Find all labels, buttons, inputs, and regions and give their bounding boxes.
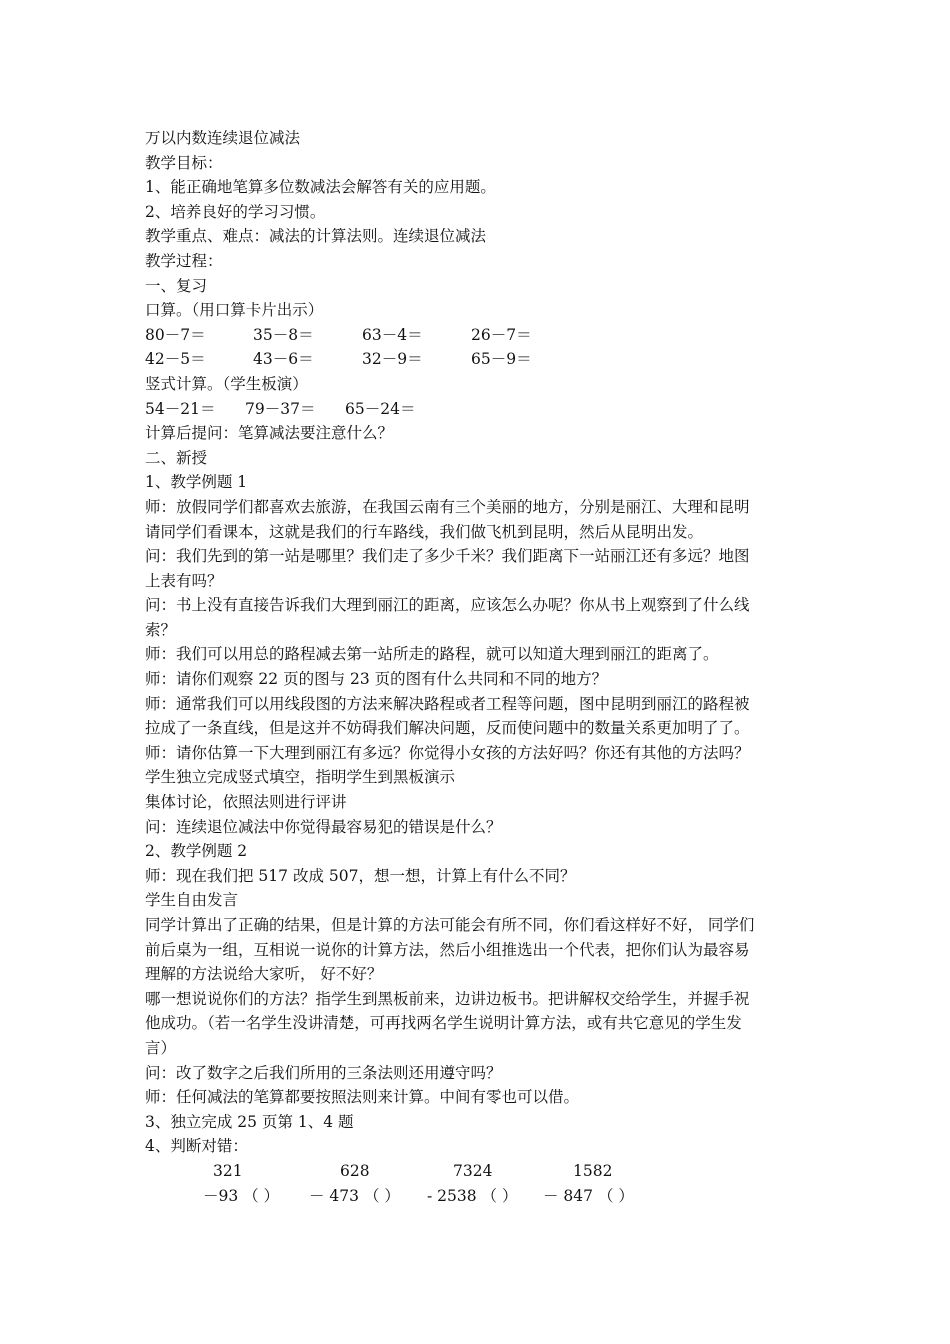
paragraph: 竖式计算。（学生板演） [145,374,308,393]
oral-calc-item: 65－9＝ [471,350,532,369]
paragraph: 学生自由发言 [145,891,239,910]
paragraph: 师：通常我们可以用线段图的方法来解决路程或者工程等问题，图中昆明到丽江的路程被 [145,694,750,713]
paragraph: 师：我们可以用总的路程减去第一站所走的路程，就可以知道大理到丽江的距离了。 [145,645,719,664]
oral-calc-row-2 [145,347,815,372]
paragraph: 请同学们看课本，这就是我们的行车路线，我们做飞机到昆明，然后从昆明出发。 [145,522,704,541]
paragraph: 学生独立完成竖式填空，指明学生到黑板演示 [145,768,456,787]
judge-minuend: 321 [213,1161,243,1180]
section-heading: 二、新授 [145,448,208,467]
paragraph: 问：连续退位减法中你觉得最容易犯的错误是什么？ [145,817,502,836]
paragraph: 2、培养良好的学习习惯。 [145,202,326,221]
paragraph: 师：请你估算一下大理到丽江有多远？你觉得小女孩的方法好吗？你还有其他的方法吗？ [145,743,750,762]
oral-calc-item: 63－4＝ [362,325,423,344]
paragraph: 教学重点、难点：减法的计算法则。连续退位减法 [145,227,487,246]
section-heading: 教学过程： [145,251,223,270]
oral-calc-item: 32－9＝ [362,350,423,369]
written-calc-row [145,397,815,422]
paragraph: 理解的方法说给大家听， 好不好？ [145,965,383,984]
paragraph: 口算。（用口算卡片出示） [145,301,324,320]
paragraph: 1、能正确地笔算多位数减法会解答有关的应用题。 [145,178,496,197]
paragraph: 4、判断对错： [145,1137,248,1156]
paragraph: 言） [145,1038,177,1057]
judge-minuend: 7324 [453,1161,493,1180]
paragraph: 上表有吗？ [145,571,223,590]
paragraph: 问：书上没有直接告诉我们大理到丽江的距离，应该怎么办呢？你从书上观察到了什么线 [145,596,750,615]
paragraph: 前后桌为一组，互相说一说你的计算方法，然后小组推选出一个代表，把你们认为最容易 [145,940,750,959]
paragraph: 1、教学例题 1 [145,473,248,492]
paragraph: 2、教学例题 2 [145,842,248,861]
judge-subtrahend: －93 （ ） [203,1186,280,1205]
written-calc-item: 54－21＝ [145,399,216,418]
document-body [145,126,815,1208]
paragraph: 3、独立完成 25 页第 1、4 题 [145,1112,354,1131]
paragraph: 同学计算出了正确的结果，但是计算的方法可能会有所不同，你们看这样好不好， 同学们 [145,916,755,934]
oral-calc-item: 26－7＝ [471,325,532,344]
oral-calc-row-1 [145,323,815,348]
oral-calc-item: 42－5＝ [145,350,206,369]
paragraph: 师：现在我们把 517 改成 507，想一想，计算上有什么不同？ [145,866,576,885]
paragraph: 他成功。（若一名学生没讲清楚，可再找两名学生说明计算方法，或有共它意见的学生发 [145,1014,742,1033]
written-calc-item: 65－24＝ [345,399,416,418]
oral-calc-item: 80－7＝ [145,325,206,344]
paragraph: 问：改了数字之后我们所用的三条法则还用遵守吗？ [145,1063,502,1082]
paragraph: 问：我们先到的第一站是哪里？我们走了多少千米？我们距离下一站丽江还有多远？地图 [145,547,750,566]
written-calc-item: 79－37＝ [245,399,316,418]
judge-minuend: 628 [340,1161,370,1180]
paragraph: 师：放假同学们都喜欢去旅游，在我国云南有三个美丽的地方，分别是丽江、大理和昆明 [145,497,750,516]
judge-minuend: 1582 [573,1161,613,1180]
paragraph: 哪一想说说你们的方法？指学生到黑板前来，边讲边板书。把讲解权交给学生，并握手祝 [145,989,750,1008]
oral-calc-item: 43－6＝ [253,350,314,369]
judge-subtrahend: - 2538 （ ） [427,1186,518,1205]
judge-subtrahend: － 473 （ ） [309,1186,400,1205]
paragraph: 计算后提问：笔算减法要注意什么？ [145,424,394,443]
judge-numbers-top [145,1159,815,1184]
section-heading: 教学目标： [145,153,223,172]
oral-calc-item: 35－8＝ [253,325,314,344]
paragraph: 师：请你们观察 22 页的图与 23 页的图有什么共同和不同的地方？ [145,670,608,689]
doc-title: 万以内数连续退位减法 [145,129,301,147]
paragraph: 集体讨论，依照法则进行评讲 [145,793,347,812]
paragraph: 索？ [145,620,177,639]
paragraph: 拉成了一条直线，但是这并不妨碍我们解决问题，反而使问题中的数量关系更加明了了。 [145,719,750,738]
judge-numbers-bottom [145,1184,815,1209]
judge-subtrahend: － 847 （ ） [543,1186,634,1205]
paragraph: 师：任何减法的笔算都要按照法则来计算。中间有零也可以借。 [145,1088,580,1107]
section-heading: 一、复习 [145,276,208,295]
